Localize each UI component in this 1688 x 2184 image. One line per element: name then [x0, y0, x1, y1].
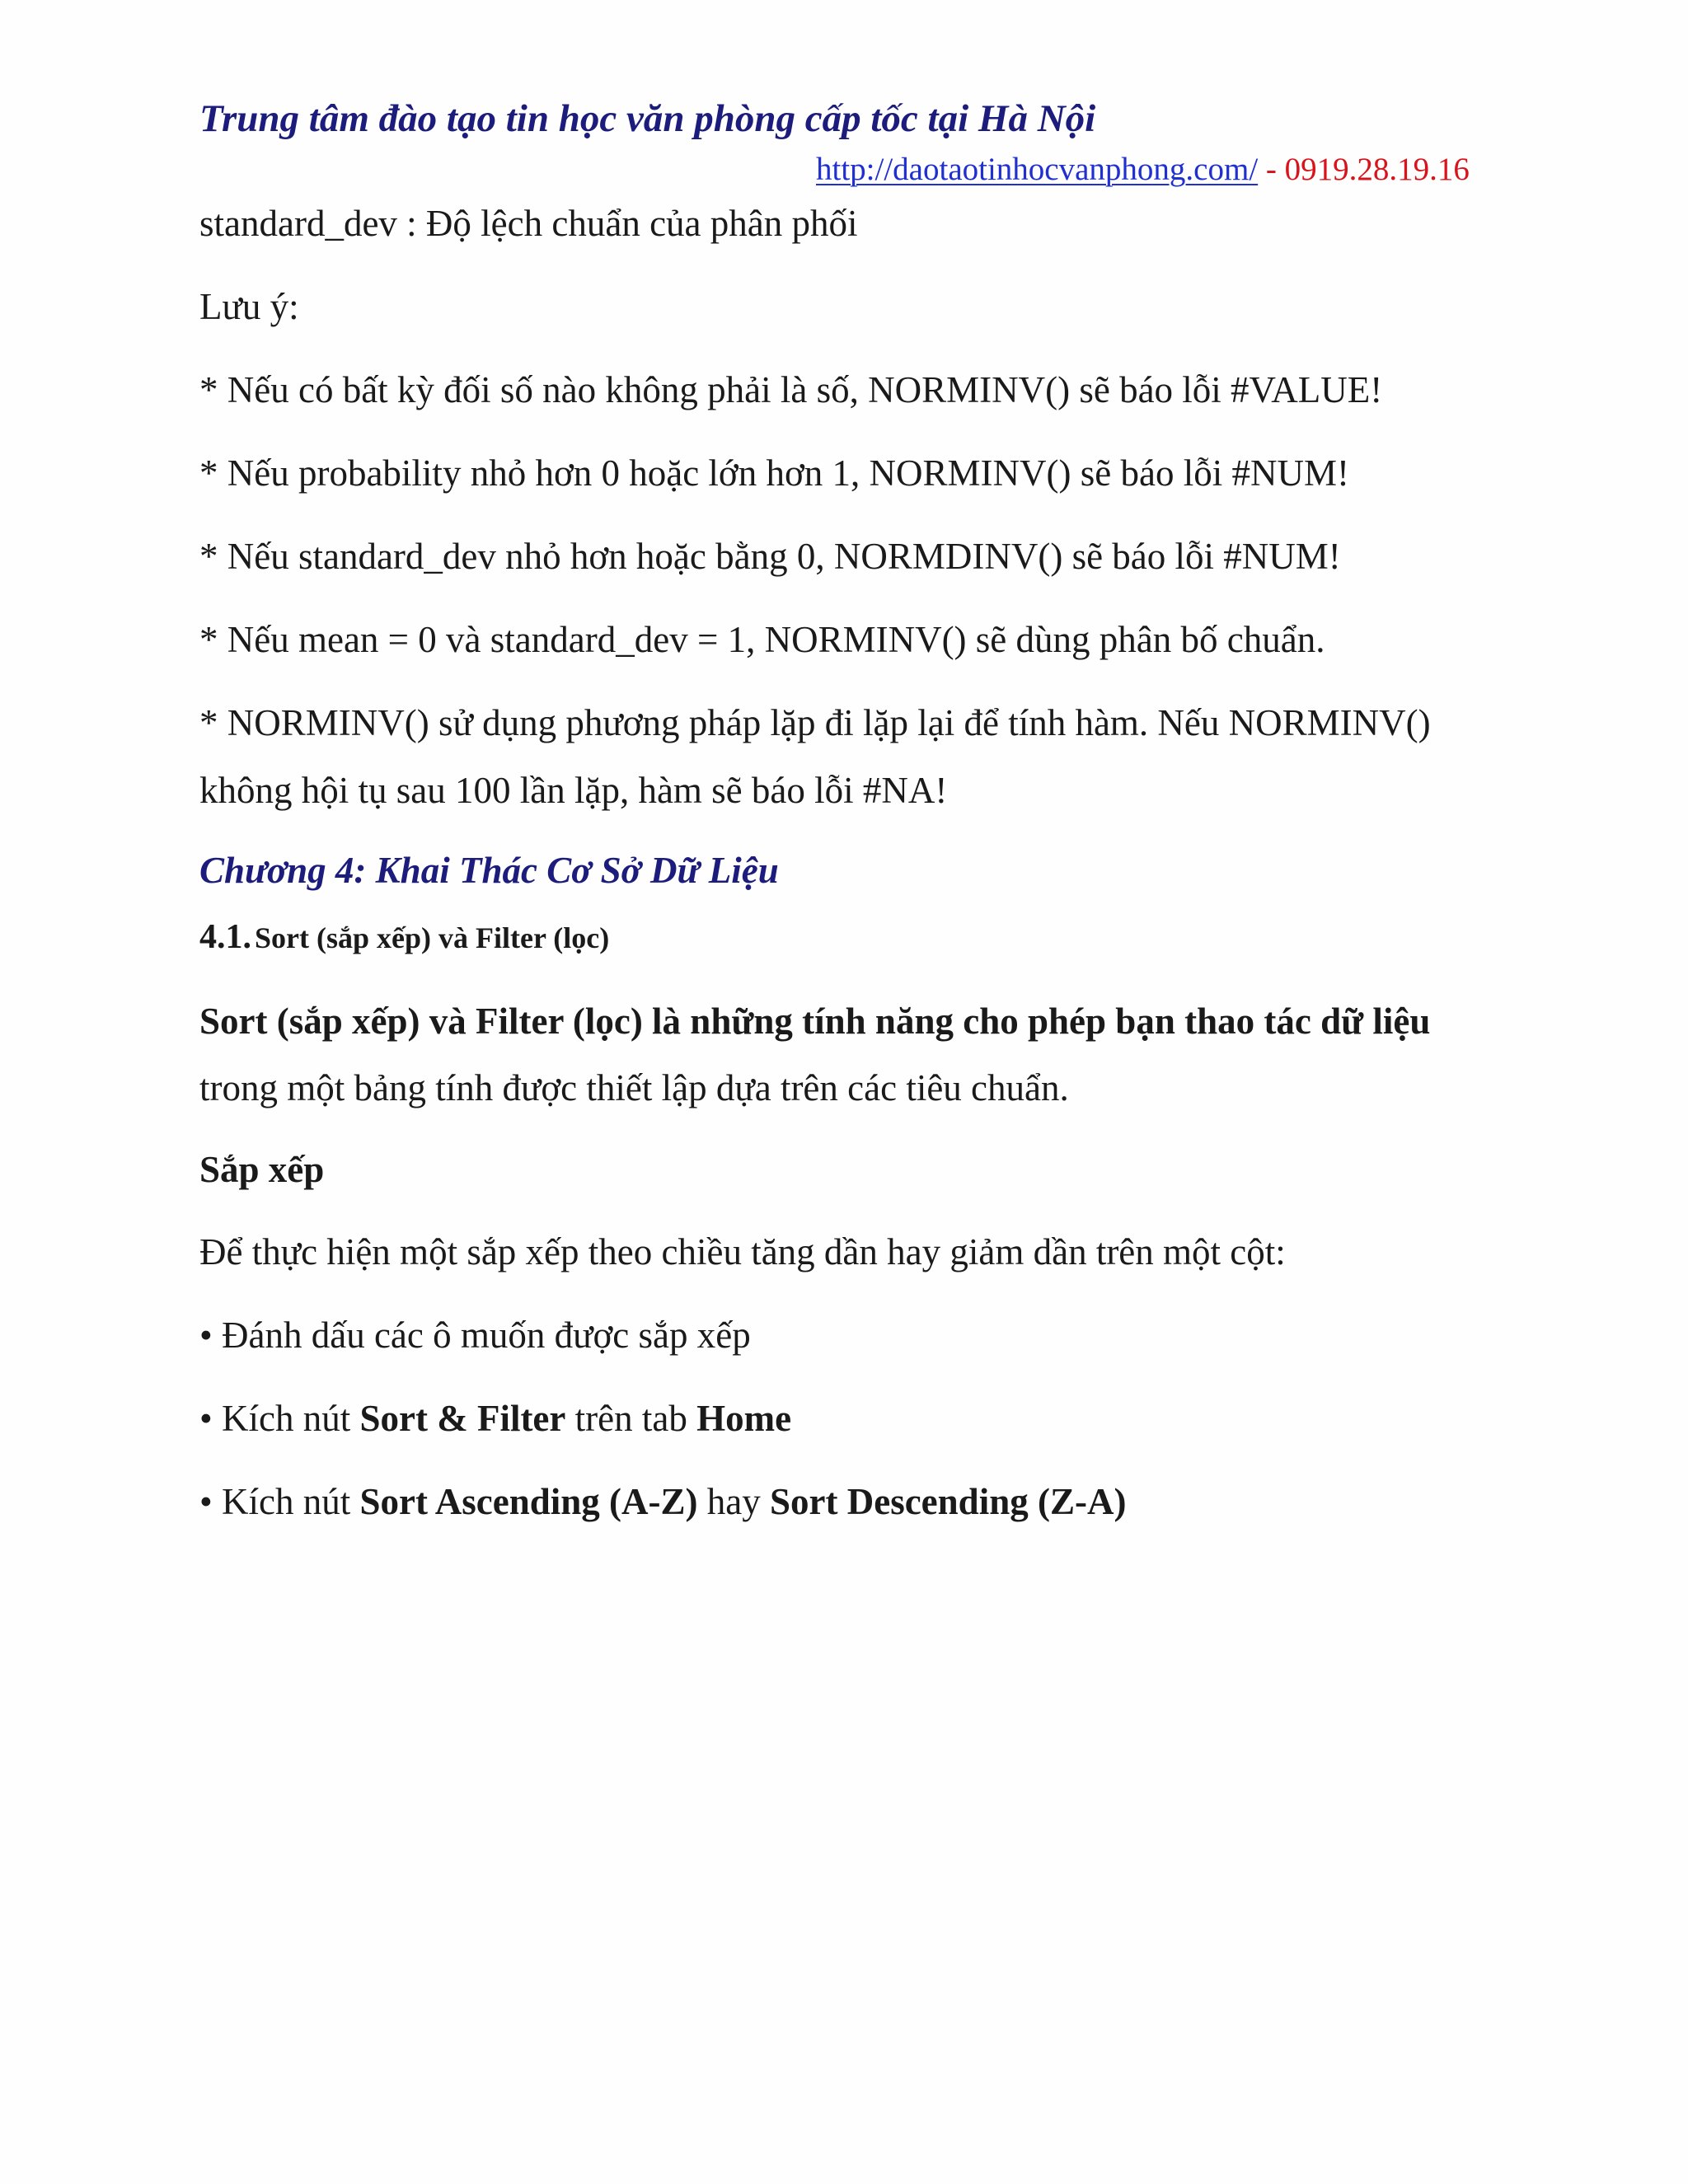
note-item: * Nếu standard_dev nhỏ hơn hoặc bằng 0, NORMDINV() sẽ báo lỗi #NUM! [199, 536, 1341, 577]
chapter-heading: Chương 4: Khai Thác Cơ Sở Dữ Liệu [199, 850, 779, 891]
header-contact [816, 151, 1470, 188]
description-rest: trong một bảng tính được thiết lập dựa trên các tiêu chuẩn. [199, 1067, 1069, 1108]
bullet-bold-text: Sort Descending (Z-A) [769, 1481, 1127, 1522]
note-item-continued: không hội tụ sau 100 lần lặp, hàm sẽ báo lỗi #NA! [199, 770, 948, 811]
bullet-item [199, 1400, 791, 1437]
phone-number: 0919.28.19.16 [1284, 152, 1470, 187]
note-item: * NORMINV() sử dụng phương pháp lặp đi lặp lại để tính hàm. Nếu NORMINV() [199, 702, 1431, 743]
bullet-bold-text: Home [696, 1398, 792, 1439]
bullet-item: • Đánh dấu các ô muốn được sắp xếp [199, 1315, 751, 1356]
section-title: Sort (sắp xếp) và Filter (lọc) [255, 921, 610, 954]
standard-dev-line: standard_dev : Độ lệch chuẩn của phân phối [199, 203, 858, 244]
bullet-item [199, 1483, 1126, 1521]
bullet-text: • Kích nút [199, 1398, 360, 1439]
note-item: * Nếu mean = 0 và standard_dev = 1, NORMINV() sẽ dùng phân bố chuẩn. [199, 619, 1325, 660]
note-item: * Nếu probability nhỏ hơn 0 hoặc lớn hơn 1, NORMINV() sẽ báo lỗi #NUM! [199, 452, 1349, 494]
note-label: Lưu ý: [199, 286, 299, 327]
website-link[interactable]: http://daotaotinhocvanphong.com/ [816, 152, 1259, 187]
description-bold: Sort (sắp xếp) và Filter (lọc) là những tính năng cho phép bạn thao tác dữ liệu [199, 1001, 1431, 1042]
sort-intro: Để thực hiện một sắp xếp theo chiều tăng dần hay giảm dần trên một cột: [199, 1231, 1286, 1272]
bullet-bold-text: Sort & Filter [359, 1398, 566, 1439]
bullet-text: • Kích nút [199, 1481, 360, 1522]
header-separator: - [1258, 152, 1285, 187]
section-number: 4.1. [199, 918, 251, 956]
bullet-text: hay [697, 1481, 770, 1522]
bullet-bold-text: Sort Ascending (A-Z) [359, 1481, 698, 1522]
section-heading [199, 917, 609, 957]
sort-heading: Sắp xếp [199, 1149, 325, 1190]
header-title: Trung tâm đào tạo tin học văn phòng cấp tốc tại Hà Nội [199, 97, 1096, 140]
bullet-text: trên tab [565, 1398, 697, 1439]
note-item: * Nếu có bất kỳ đối số nào không phải là số, NORMINV() sẽ báo lỗi #VALUE! [199, 369, 1383, 410]
